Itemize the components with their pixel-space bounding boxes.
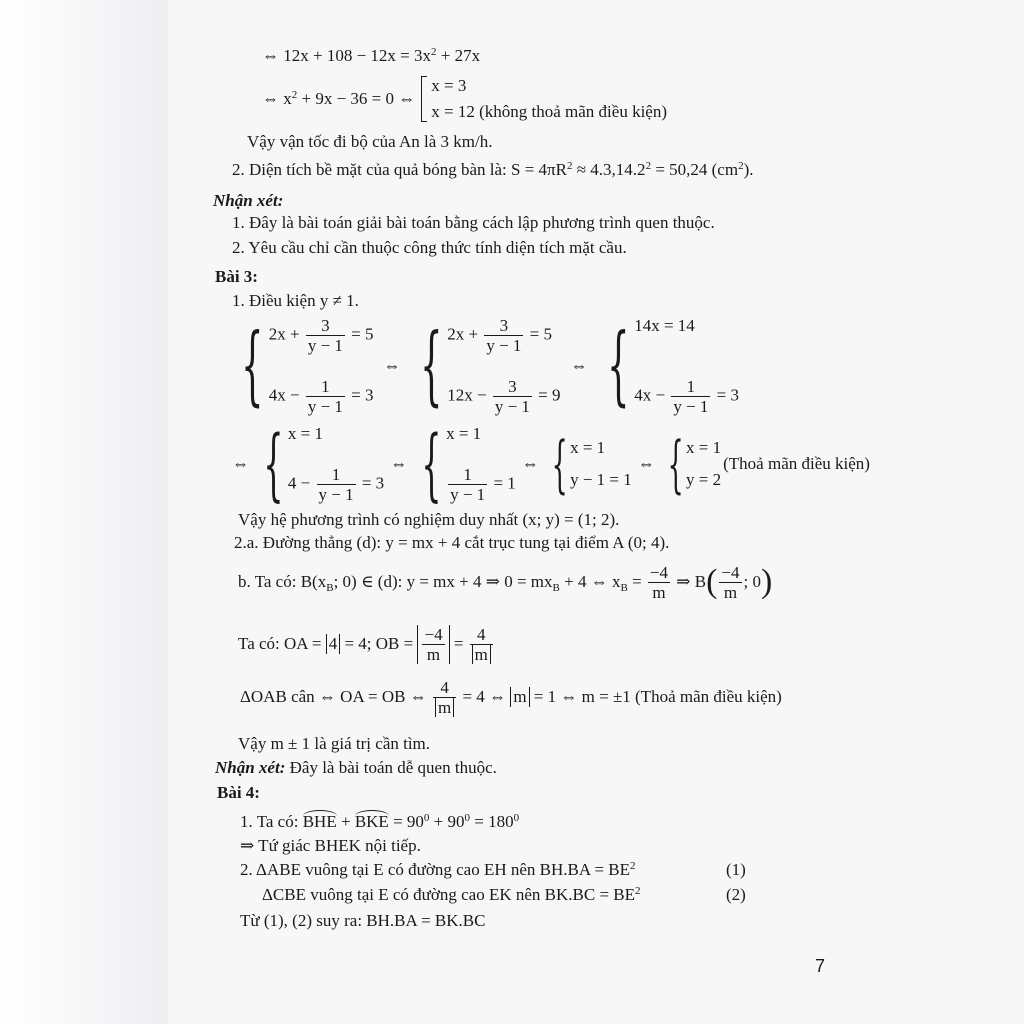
exercise-4-part-2-line-2: ΔCBE vuông tại E có đường cao EK nên $BK.BC = BE^2$ (262, 885, 641, 904)
exercise-4-heading: Bài 4: (217, 783, 260, 802)
systems-row-2: ⇔ { x = 1 4 − $\frac{1}{y - 1}$ = 3 ⇔ { x = 1 $\frac{1}{y - 1}$ = 1 ⇔ { x = 1 y − 1 = 1 ⇔ { x = 1 y = 2 (Thoả mãn điều kiện) (232, 418, 870, 510)
remark-heading-1: Nhận xét: (213, 191, 284, 210)
equation-tag-2: (2) (726, 885, 746, 904)
exercise-4-part-2-line-1: 2. ΔABE vuông tại E có đường cao EH nên $BH.BA = BE^2$ (240, 860, 636, 879)
exercise-3-conclusion: Vậy hệ phương trình có nghiệm duy nhất (x; y) = (1; 2). (238, 510, 620, 529)
equation-line-1: ⇔ $12x + 108 - 12x = 3x^2 + 27x$ (262, 46, 481, 65)
remark-2: Nhận xét: Đây là bài toán dễ quen thuộc. (215, 758, 497, 777)
case-x-12: x = 12 (không thoả mãn điều kiện) (431, 102, 667, 121)
exercise-3-part-2b: b. Ta có: $B(x_B$; 0) ∈ (d): y = mx + 4 ⇒ $0 = mx_B + 4$ ⇔ $x_B$ = $\frac{-4}{m}$ ⇒ B ( $\frac{-4}{m}$ ; 0 ) (238, 562, 773, 602)
exercise-4-cyclic: ⇒ Tứ giác BHEK nội tiếp. (240, 836, 421, 855)
case-x-3: x = 3 (431, 76, 467, 95)
exercise-3-condition: 1. Điều kiện y ≠ 1. (232, 291, 359, 310)
text-line-3: Vậy vận tốc đi bộ của An là 3 km/h. (247, 132, 493, 151)
page-number: 7 (815, 956, 826, 976)
equation-tag-1: (1) (726, 860, 746, 879)
distance-oa-ob: Ta có: OA = 4 = 4; OB = $\frac{-4}{m}$ = $\frac{4}{m}$ (238, 620, 495, 668)
exercise-3-heading: Bài 3: (215, 267, 258, 286)
exercise-3-part-2a: 2.a. Đường thẳng (d): y = mx + 4 cắt trục tung tại điểm A (0; 4). (234, 533, 670, 552)
exercise-3-final: Vậy m ± 1 là giá trị cần tìm. (238, 734, 431, 753)
condition-satisfied-note: (Thoả mãn điều kiện) (723, 454, 870, 473)
systems-row-1: { 2x + $\frac{3}{y - 1}$ = 5 4x − $\frac{1}{y - 1}$ = 3 ⇔ { 2x + $\frac{3}{y - 1}$ = 5 12x − $\frac{3}{y - 1}$ = 9 ⇔ { 14x = 14 4x − $\frac{1}{y - 1}$ = 3 (241, 316, 739, 416)
exercise-4-conclusion: Từ (1), (2) suy ra: BH.BA = BK.BC (240, 911, 486, 930)
text-line-4: 2. Diện tích bề mặt của quả bóng bàn là: $S = 4\pi R^2 \approx 4.3,14.2^2 = 50,24$ $(cm^2)$. (232, 160, 754, 179)
book-spine-shadow (0, 0, 168, 1024)
remark-1-item-2: 2. Yêu cầu chỉ cần thuộc công thức tính diện tích mặt cầu. (232, 238, 627, 257)
remark-1-item-1: 1. Đây là bài toán giải bài toán bằng cách lập phương trình quen thuộc. (232, 213, 715, 232)
isosceles-triangle-condition: ΔOAB cân ⇔ OA = OB ⇔ $\frac{4}{m}$ = 4 ⇔ m = 1 ⇔ m = ±1 (Thoả mãn điều kiện) (240, 677, 782, 717)
exercise-4-part-1: 1. Ta có: BHE + BKE = $90^0 + 90^0 = 180^0$ (240, 812, 520, 831)
equation-line-2: ⇔ $x^2 + 9x - 36 = 0$ ⇔ x = 3 x = 12 (không thoả mãn điều kiện) (262, 76, 667, 121)
